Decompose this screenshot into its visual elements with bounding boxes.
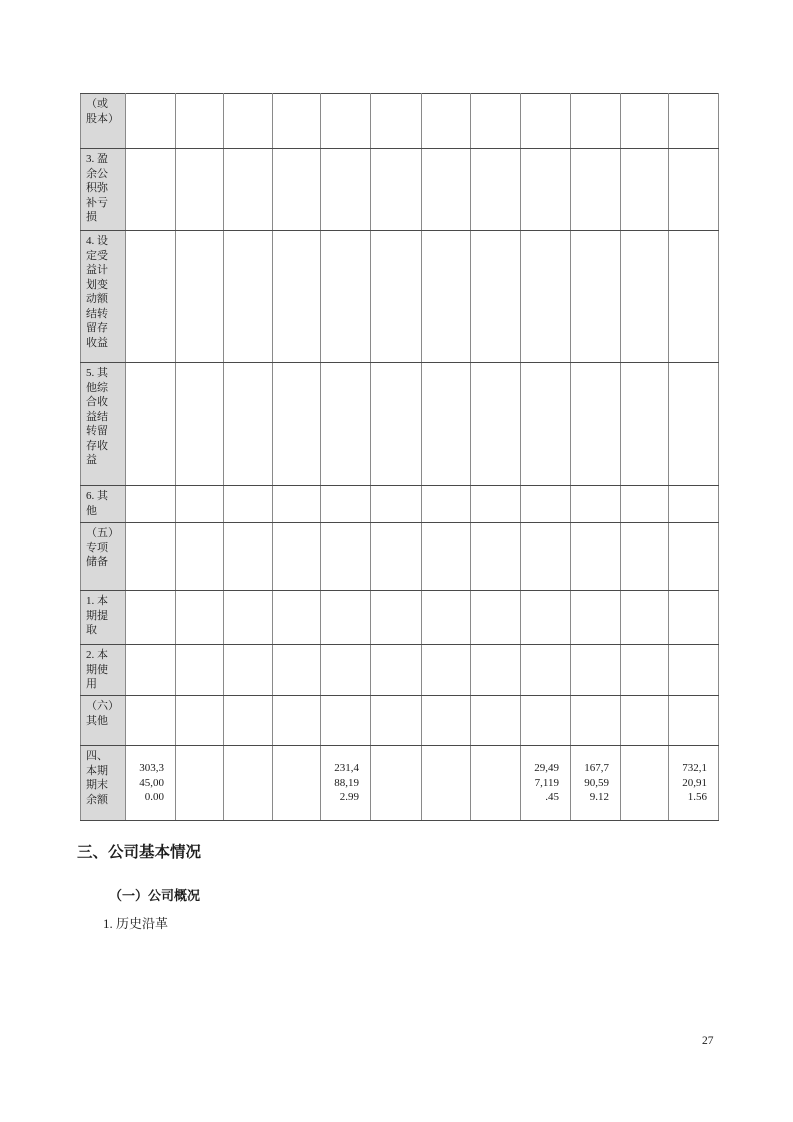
row-label-cell: 1. 本期提取 xyxy=(81,591,126,645)
data-cell xyxy=(126,149,176,231)
data-cell: 732,120,911.56 xyxy=(669,746,719,821)
data-cell xyxy=(371,149,422,231)
data-cell xyxy=(321,645,371,696)
data-cell xyxy=(621,149,669,231)
table-row xyxy=(81,363,719,486)
data-cell xyxy=(176,231,224,363)
data-cell xyxy=(521,363,571,486)
data-cell xyxy=(471,645,521,696)
data-cell xyxy=(571,149,621,231)
data-cell xyxy=(371,591,422,645)
data-cell xyxy=(176,94,224,149)
data-cell xyxy=(176,486,224,523)
data-cell xyxy=(321,363,371,486)
data-cell xyxy=(571,486,621,523)
table-row xyxy=(81,746,719,821)
data-cell xyxy=(273,486,321,523)
data-cell xyxy=(521,149,571,231)
row-label-cell: （五）专项储备 xyxy=(81,523,126,591)
data-cell xyxy=(621,696,669,746)
data-cell xyxy=(669,645,719,696)
data-cell xyxy=(471,486,521,523)
data-cell xyxy=(571,591,621,645)
data-cell xyxy=(273,94,321,149)
data-cell xyxy=(224,746,273,821)
table-row xyxy=(81,486,719,523)
data-cell xyxy=(422,149,471,231)
data-cell xyxy=(371,696,422,746)
data-cell xyxy=(126,363,176,486)
data-cell xyxy=(669,486,719,523)
data-cell xyxy=(176,523,224,591)
data-cell xyxy=(669,696,719,746)
data-cell xyxy=(422,696,471,746)
data-cell xyxy=(321,486,371,523)
data-cell: 29,497,119.45 xyxy=(521,746,571,821)
data-cell xyxy=(521,523,571,591)
data-cell xyxy=(176,746,224,821)
data-cell xyxy=(422,486,471,523)
data-cell xyxy=(422,363,471,486)
data-cell xyxy=(273,645,321,696)
data-cell xyxy=(371,363,422,486)
data-cell xyxy=(621,486,669,523)
table-row xyxy=(81,94,719,149)
data-cell xyxy=(621,231,669,363)
data-cell xyxy=(669,363,719,486)
data-cell xyxy=(273,696,321,746)
data-cell xyxy=(621,94,669,149)
data-cell xyxy=(669,231,719,363)
row-label-cell: 6. 其他 xyxy=(81,486,126,523)
data-cell xyxy=(126,696,176,746)
data-cell xyxy=(471,231,521,363)
data-cell xyxy=(224,591,273,645)
data-cell xyxy=(621,591,669,645)
data-cell xyxy=(176,696,224,746)
data-cell xyxy=(621,645,669,696)
data-cell xyxy=(422,645,471,696)
data-cell xyxy=(321,523,371,591)
data-cell xyxy=(126,645,176,696)
data-cell xyxy=(521,486,571,523)
data-cell xyxy=(321,94,371,149)
data-cell xyxy=(669,149,719,231)
data-cell xyxy=(471,523,521,591)
row-label-cell: 4. 设定受益计划变动额结转留存收益 xyxy=(81,231,126,363)
data-cell xyxy=(422,591,471,645)
data-cell xyxy=(521,591,571,645)
subsection-heading: （一）公司概况 xyxy=(109,888,201,903)
data-cell xyxy=(321,591,371,645)
row-label-cell: 3. 盈余公积弥补亏损 xyxy=(81,149,126,231)
data-cell xyxy=(273,591,321,645)
data-cell xyxy=(224,696,273,746)
data-cell xyxy=(371,486,422,523)
data-cell xyxy=(224,486,273,523)
data-cell xyxy=(621,746,669,821)
data-cell xyxy=(669,94,719,149)
data-cell xyxy=(422,94,471,149)
data-cell xyxy=(371,231,422,363)
data-cell xyxy=(224,149,273,231)
data-cell xyxy=(571,94,621,149)
data-cell xyxy=(571,231,621,363)
history-item-heading: 1. 历史沿革 xyxy=(103,916,169,931)
data-cell: 231,488,192.99 xyxy=(321,746,371,821)
data-cell xyxy=(669,523,719,591)
data-cell xyxy=(273,523,321,591)
table-row xyxy=(81,645,719,696)
data-cell xyxy=(422,523,471,591)
data-cell xyxy=(621,523,669,591)
data-cell xyxy=(571,696,621,746)
data-cell xyxy=(371,94,422,149)
data-cell xyxy=(521,696,571,746)
data-cell xyxy=(176,591,224,645)
data-cell xyxy=(571,523,621,591)
section-heading: 三、公司基本情况 xyxy=(77,844,202,861)
data-cell xyxy=(126,94,176,149)
data-cell xyxy=(471,149,521,231)
data-cell xyxy=(224,645,273,696)
data-cell xyxy=(521,645,571,696)
data-cell xyxy=(126,231,176,363)
data-cell xyxy=(669,591,719,645)
data-cell xyxy=(371,645,422,696)
data-cell xyxy=(471,94,521,149)
table-row xyxy=(81,523,719,591)
data-cell xyxy=(471,696,521,746)
equity-table xyxy=(80,93,719,821)
data-cell xyxy=(471,591,521,645)
data-cell xyxy=(571,645,621,696)
data-cell xyxy=(126,523,176,591)
data-cell xyxy=(176,149,224,231)
data-cell xyxy=(422,231,471,363)
data-cell xyxy=(224,94,273,149)
page-number: 27 xyxy=(702,1035,714,1047)
data-cell xyxy=(321,231,371,363)
data-cell xyxy=(126,486,176,523)
table-row xyxy=(81,149,719,231)
row-label-cell: 四、本期期末余额 xyxy=(81,746,126,821)
data-cell xyxy=(521,94,571,149)
data-cell xyxy=(321,149,371,231)
data-cell xyxy=(176,645,224,696)
row-label-cell: （或股本） xyxy=(81,94,126,149)
table-row xyxy=(81,591,719,645)
data-cell xyxy=(471,363,521,486)
data-cell: 167,790,599.12 xyxy=(571,746,621,821)
data-cell xyxy=(621,363,669,486)
data-cell: 303,345,000.00 xyxy=(126,746,176,821)
data-cell xyxy=(521,231,571,363)
data-cell xyxy=(224,523,273,591)
data-cell xyxy=(321,696,371,746)
data-cell xyxy=(371,523,422,591)
row-label-cell: 5. 其他综合收益结转留存收益 xyxy=(81,363,126,486)
data-cell xyxy=(273,149,321,231)
data-cell xyxy=(224,231,273,363)
table-row xyxy=(81,696,719,746)
data-cell xyxy=(471,746,521,821)
data-cell xyxy=(571,363,621,486)
data-cell xyxy=(126,591,176,645)
row-label-cell: （六）其他 xyxy=(81,696,126,746)
table-row xyxy=(81,231,719,363)
row-label-cell: 2. 本期使用 xyxy=(81,645,126,696)
data-cell xyxy=(273,231,321,363)
data-cell xyxy=(224,363,273,486)
data-cell xyxy=(371,746,422,821)
data-cell xyxy=(422,746,471,821)
data-cell xyxy=(273,746,321,821)
data-cell xyxy=(176,363,224,486)
data-cell xyxy=(273,363,321,486)
